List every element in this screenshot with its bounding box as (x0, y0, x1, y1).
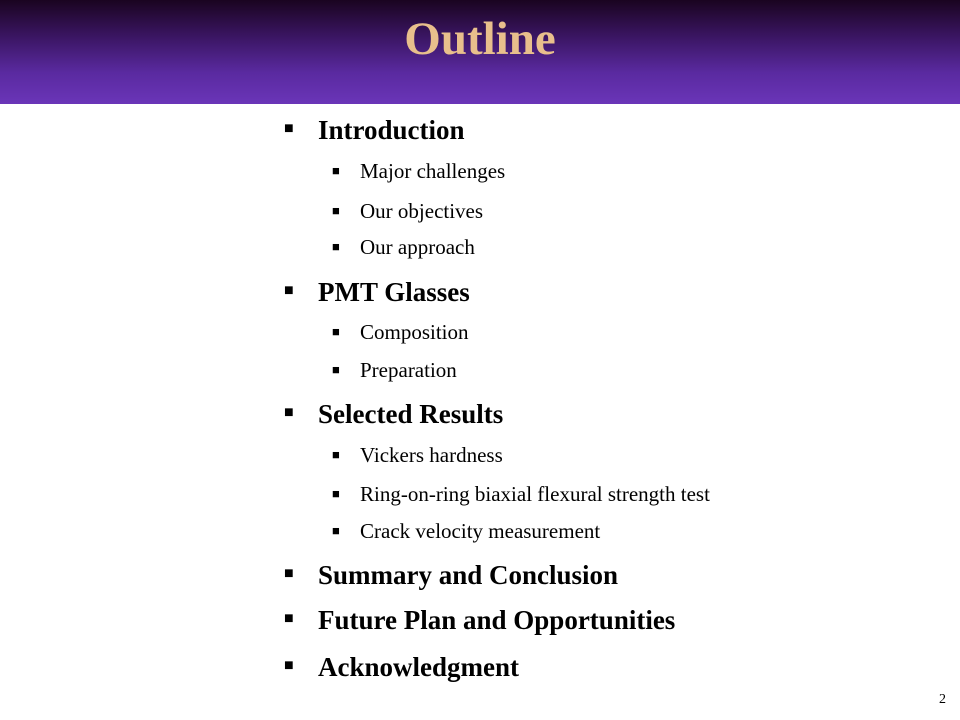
square-bullet-icon: ■ (284, 120, 294, 137)
outline-subitem (332, 357, 457, 383)
outline-subitem-label: Crack velocity measurement (360, 519, 601, 543)
square-bullet-icon: ■ (284, 282, 294, 299)
square-bullet-icon: ■ (332, 362, 340, 377)
page-number: 2 (939, 692, 946, 707)
outline-subitem-label: Our objectives (360, 199, 484, 223)
square-bullet-icon: ■ (332, 239, 340, 254)
outline-subitem-label: Vickers hardness (360, 443, 503, 467)
outline-subitem-label: Major challenges (360, 159, 506, 183)
square-bullet-icon: ■ (284, 565, 294, 582)
outline-item-label: Acknowledgment (318, 652, 519, 682)
outline-subitem (332, 158, 506, 184)
outline-subitem (332, 518, 601, 544)
outline-item (284, 114, 465, 146)
outline-item (284, 276, 470, 308)
outline-subitem (332, 198, 484, 224)
outline-subitem (332, 234, 475, 260)
outline-item-label: Selected Results (318, 399, 504, 429)
square-bullet-icon: ■ (332, 486, 340, 501)
square-bullet-icon: ■ (284, 657, 294, 674)
outline-item (284, 398, 504, 430)
square-bullet-icon: ■ (332, 203, 340, 218)
outline-item (284, 604, 676, 636)
outline-subitem (332, 481, 710, 507)
outline-subitem (332, 319, 469, 345)
square-bullet-icon: ■ (332, 324, 340, 339)
outline-subitem-label: Composition (360, 320, 469, 344)
outline-item-label: Summary and Conclusion (318, 560, 619, 590)
outline-subitem (332, 442, 503, 468)
square-bullet-icon: ■ (332, 447, 340, 462)
square-bullet-icon: ■ (284, 404, 294, 421)
square-bullet-icon: ■ (284, 610, 294, 627)
square-bullet-icon: ■ (332, 523, 340, 538)
outline-item-label: Introduction (318, 115, 465, 145)
slide-title: Outline (404, 13, 556, 65)
outline-item (284, 559, 619, 591)
outline-item-label: PMT Glasses (318, 277, 470, 307)
square-bullet-icon: ■ (332, 163, 340, 178)
outline-subitem-label: Ring-on-ring biaxial flexural strength test (360, 482, 710, 506)
outline-item (284, 651, 519, 683)
outline-item-label: Future Plan and Opportunities (318, 605, 676, 635)
outline-subitem-label: Preparation (360, 358, 457, 382)
outline-subitem-label: Our approach (360, 235, 475, 259)
